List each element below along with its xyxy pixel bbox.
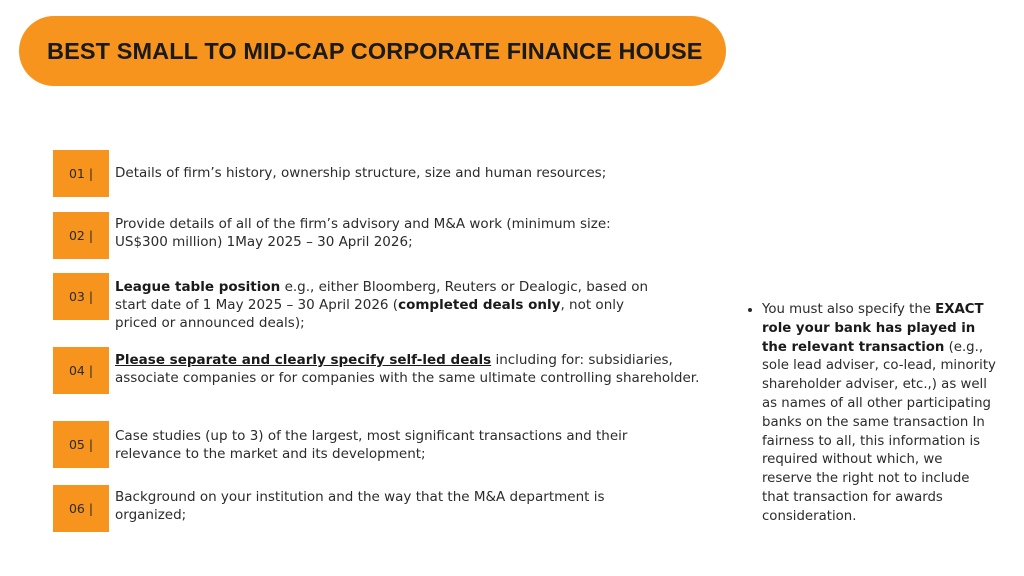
side-note-segment: You must also specify the [762,302,936,317]
criteria-text-segment-bold: League table position [115,279,281,295]
criteria-text [115,164,715,182]
criteria-text-segment: Provide details of all of the firm’s advisory and M&A work (minimum size: US$300 million) 1May 2025 – 30 April 2026; [115,216,611,250]
criteria-text [115,488,660,524]
title-banner [19,16,726,86]
criteria-text [115,215,660,251]
criteria-number-badge: 02 | [53,212,109,259]
criteria-text [115,278,670,332]
side-note-segment: (e.g., sole lead adviser, co-lead, minority shareholder adviser, etc.,) as well as names of all other participating banks on the same transaction In fairness to all, this information is required without which, we reserve the right not to include that transaction for awards consideration. [762,339,996,524]
criteria-text [115,351,705,387]
criteria-text [115,427,680,463]
criteria-number-badge: 03 | [53,273,109,320]
criteria-text-segment: including for: subsidiaries, associate companies or for companies with the same ultimate controlling shareholder. [115,352,700,386]
criteria-number-badge: 06 | [53,485,109,532]
criteria-number-badge: 05 | [53,421,109,468]
criteria-text-segment: , not only priced or announced deals); [115,297,624,331]
criteria-text-segment-bold: completed deals only [398,297,561,313]
criteria-text-segment: e.g., either Bloomberg, Reuters or Dealogic, based on start date of 1 May 2025 – 30 April 2026 ( [115,279,649,313]
criteria-text-segment: Background on your institution and the way that the M&A department is organized; [115,489,605,523]
criteria-text-segment: Case studies (up to 3) of the largest, most significant transactions and their relevance to the market and its development; [115,428,628,462]
side-note-segment-bold: EXACT role your bank has played in the relevant transaction [762,302,984,355]
page-title: BEST SMALL TO MID-CAP CORPORATE FINANCE HOUSE [47,37,703,64]
side-note [748,301,996,527]
criteria-number-badge: 01 | [53,150,109,197]
criteria-text-segment-bold-underlined: Please separate and clearly specify self-led deals [115,352,492,368]
side-note-bullet [762,301,996,527]
criteria-text-segment: Details of firm’s history, ownership structure, size and human resources; [115,165,607,181]
side-note-list [748,301,996,527]
criteria-number-badge: 04 | [53,347,109,394]
